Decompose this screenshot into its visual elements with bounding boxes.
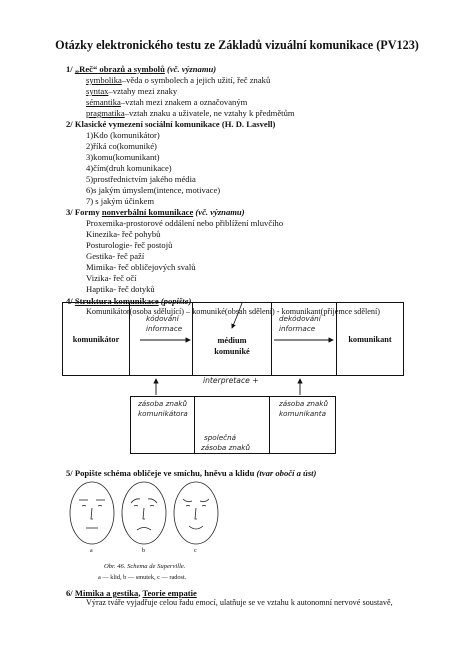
communicator-stock-label: zásoba znaků: [138, 399, 188, 408]
communicant-stock-owner: komunikanta: [279, 409, 327, 418]
q6-title-empathy: Teorie empatie: [142, 588, 197, 598]
message-label: komuniké: [214, 347, 250, 356]
q3-item: Kinezika- řeč pohybů: [86, 229, 161, 239]
q3-title: nonverbální komunikace: [101, 207, 194, 217]
faces-caption: Obr. 46. Schema de Superville.: [104, 563, 186, 570]
encoding-info-label: informace: [146, 324, 183, 333]
q1-term: pragmatika: [86, 108, 125, 118]
face-sad-icon: [122, 482, 166, 544]
q3-item: Proxemika-prostorové oddálení nebo přiblížení mluvčího: [86, 218, 284, 228]
q1-number: 1/: [66, 64, 73, 74]
q6-title-mimic: Mimika a gestika: [74, 588, 139, 598]
medium-label: médium: [217, 336, 247, 345]
q6-heading: [66, 588, 197, 598]
decoding-label: dekódování: [279, 314, 321, 323]
q1-term: symbolika: [86, 75, 122, 85]
faces-caption-legend: a — klid, b — smutek, c — radost.: [98, 574, 187, 581]
q3-prefix: 3/ Formy: [66, 207, 102, 217]
q1-note: (vč. významu): [164, 64, 217, 74]
feedback-arrow: [232, 303, 242, 328]
q2-item: 6)s jakým úmyslem(intence, motivace): [86, 185, 221, 195]
communicant-label: komunikant: [348, 335, 392, 344]
face-calm-icon: [70, 482, 114, 544]
q2-item: 3)komu(komunikant): [86, 152, 160, 162]
q1-term: sémantika: [86, 97, 121, 107]
common-stock-label: společná: [204, 433, 237, 442]
q1-definition: –vztah znaku a uživatele, ne vztahy k předmětům: [124, 108, 295, 118]
q1-term: syntax: [86, 86, 109, 96]
q1-quoted-word: „Reč“: [74, 64, 98, 74]
communicant-stock-label: zásoba znaků: [279, 399, 329, 408]
q4-prefix: 4/: [66, 296, 75, 306]
encoding-label: kódování: [146, 314, 179, 323]
interpretation-label: interpretace +: [203, 376, 259, 385]
q3-item: Mimika- řeč obličejových svalů: [86, 262, 196, 272]
q6-text: Výraz tváře vyjadřuje celou řadu emocí, ulatňuje se ve vztahu k autonomní nervové soustavě,: [86, 598, 393, 607]
q2-item: 1)Kdo (komunikátor): [86, 130, 160, 140]
q1-definition: –věda o symbolech a jejich užití, řeč znaků: [121, 75, 271, 85]
q5-title: 5/ Popište schéma obličeje ve smíchu, hněvu a klidu: [66, 468, 255, 478]
q5-note: (tvar obočí a úst): [254, 468, 317, 478]
q1-definition: –vztah mezi znakem a označovaným: [120, 97, 248, 107]
q1-title: obrazů a symbolů: [97, 64, 165, 74]
q2-item: 7) s jakým účinkem: [86, 196, 155, 206]
communicator-stock-owner: komunikátora: [138, 409, 188, 418]
page-title: Otázky elektronického testu ze Základů vizuální komunikace (PV123): [55, 38, 419, 52]
q3-note: (vč. významu): [193, 207, 245, 217]
q3-item: Vizika- řeč očí: [86, 273, 137, 283]
q3-item: Haptika- řeč dotyků: [86, 284, 155, 294]
q4-structure-line: Komunikátor(osoba sdělující) – komuniké(obsah sdělení) - komunikant(příjemce sdělení): [86, 307, 380, 316]
communicator-label: komunikátor: [72, 335, 120, 344]
q5-heading: [66, 468, 316, 478]
face-label-b: b: [142, 548, 145, 554]
face-joy-icon: [174, 482, 218, 544]
decoding-info-label: informace: [279, 324, 316, 333]
q2-item: 5)prostřednictvím jakého média: [86, 174, 196, 184]
q3-item: Gestika- řeč paží: [86, 251, 145, 261]
q2-item: 4)čím(druh komunikace): [86, 163, 172, 173]
q6-separator: ,: [138, 588, 143, 598]
q4-note: (popište): [158, 296, 192, 306]
face-label-c: c: [194, 548, 197, 554]
common-stock-sublabel: zásoba znaků: [201, 443, 251, 452]
q2-heading: 2/ Klasické vymezení sociální komunikace (H. D. Lasvell): [66, 119, 276, 129]
q1-definition: –vztahy mezi znaky: [108, 86, 178, 96]
q3-item: Posturologie- řeč postojů: [86, 240, 173, 250]
q6-prefix: 6/: [66, 588, 75, 598]
q2-item: 2)říká co(komuniké): [86, 141, 157, 151]
q4-title: Struktura komunikace: [74, 296, 159, 306]
face-label-a: a: [90, 548, 93, 554]
